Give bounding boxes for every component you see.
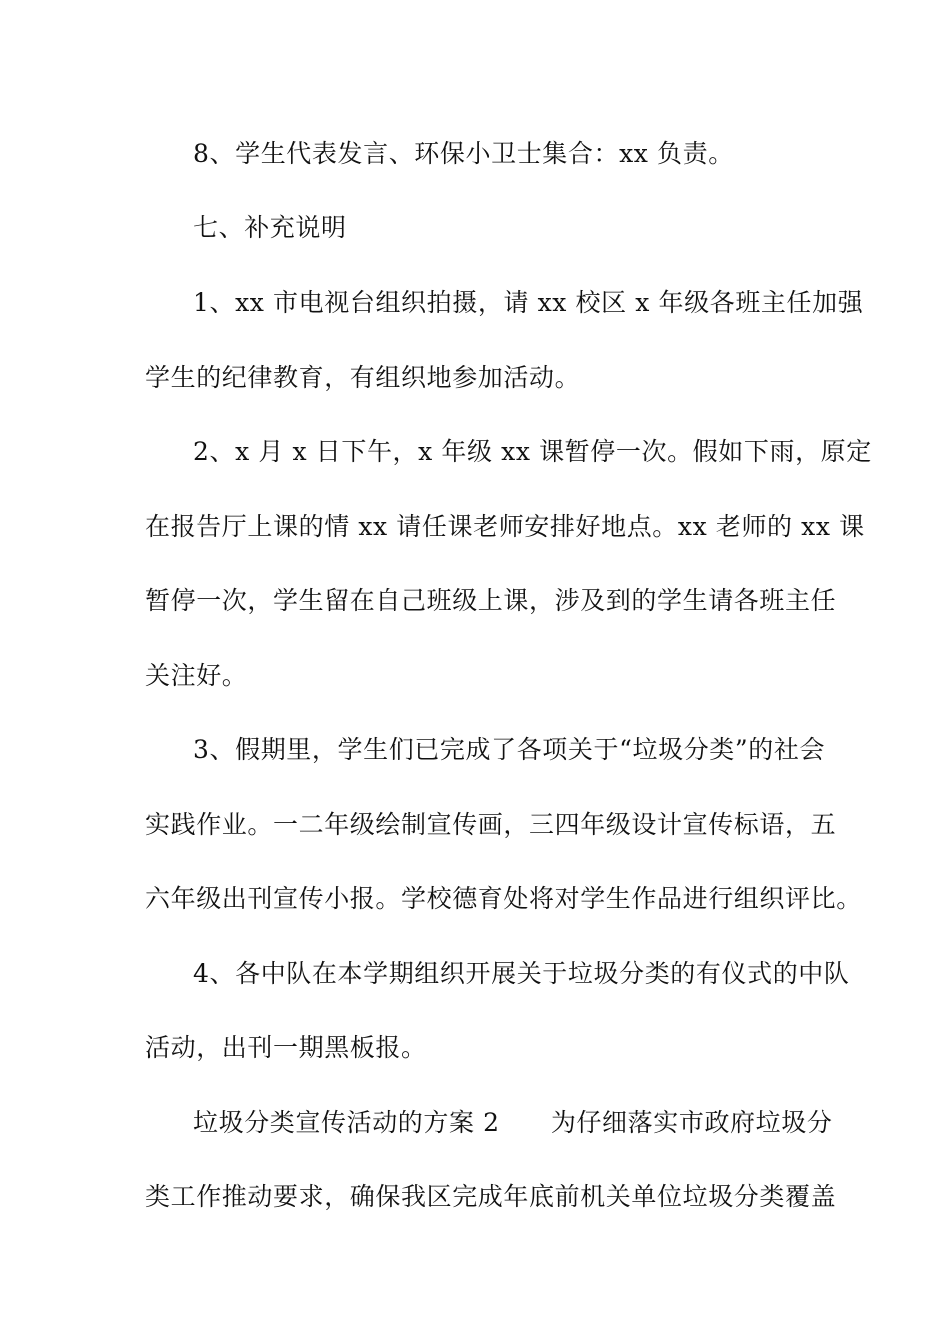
paragraph-1-line-2: 学生的纪律教育，有组织地参加活动。 [145,363,581,392]
paragraph-4-line-1: 4、各中队在本学期组织开展关于垃圾分类的有仪式的中队 [193,959,850,988]
paragraph-2-line-1: 2、x 月 x 日下午，x 年级 xx 课暂停一次。假如下雨，原定 [193,437,872,466]
paragraph-2-line-2: 在报告厅上课的情 xx 请任课老师安排好地点。xx 老师的 xx 课 [145,512,865,541]
paragraph-3-line-3: 六年级出刊宣传小报。学校德育处将对学生作品进行组织评比。 [145,884,862,913]
plan-2-line-2: 类工作推动要求，确保我区完成年底前机关单位垃圾分类覆盖 [145,1182,837,1211]
paragraph-2-line-3: 暂停一次，学生留在自己班级上课，涉及到的学生请各班主任 [145,586,837,615]
paragraph-4-line-2: 活动，出刊一期黑板报。 [145,1033,427,1062]
section-heading: 七、补充说明 [193,213,347,242]
paragraph-2-line-4: 关注好。 [145,661,248,690]
paragraph-3-line-2: 实践作业。一二年级绘制宣传画，三四年级设计宣传标语，五 [145,810,837,839]
paragraph-3-line-1: 3、假期里，学生们已完成了各项关于“垃圾分类”的社会 [193,735,826,764]
paragraph-1-line-1: 1、xx 市电视台组织拍摄，请 xx 校区 x 年级各班主任加强 [193,288,864,317]
plan-2-line-1: 垃圾分类宣传活动的方案 2 为仔细落实市政府垃圾分 [193,1108,833,1137]
item-8-text: 8、学生代表发言、环保小卫士集合：xx 负责。 [193,139,734,168]
